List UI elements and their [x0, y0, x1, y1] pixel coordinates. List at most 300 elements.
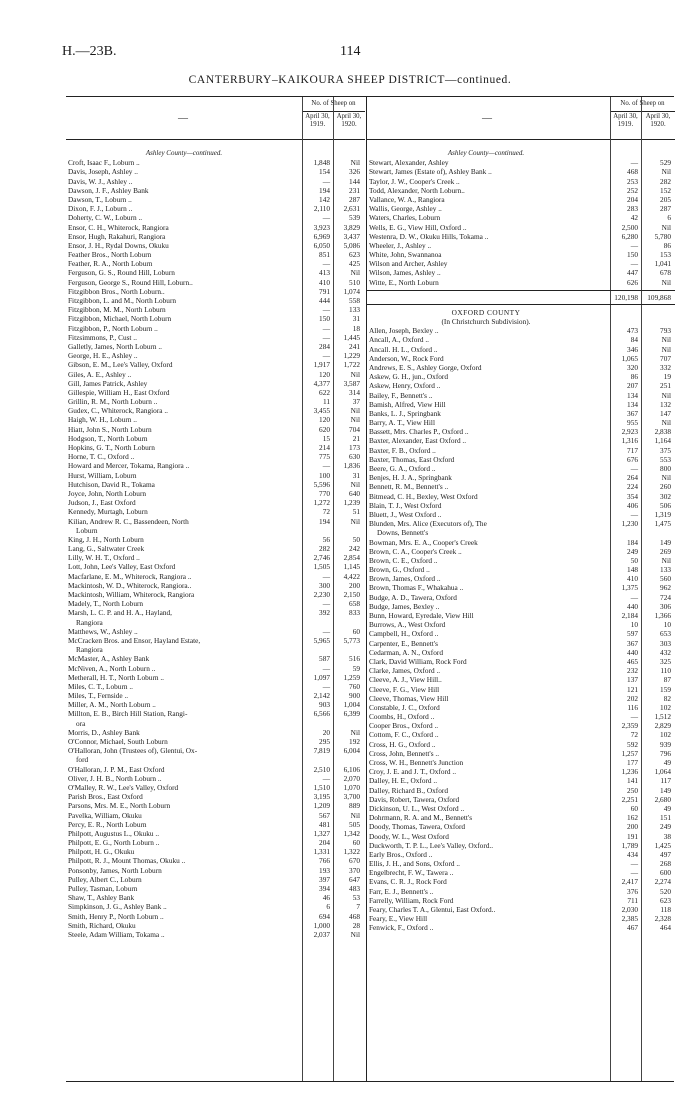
sheep-1919: — [322, 571, 330, 581]
table-row [367, 813, 675, 822]
owner-name: Smith, Richard, Okuku [68, 920, 136, 930]
sheep-1920: 704 [349, 424, 360, 434]
owner-name: Mackintosh, William, Whiterock, Rangiora [68, 590, 195, 599]
table-row [367, 186, 675, 195]
owner-name: Madely, T., North Loburn [68, 599, 144, 609]
sheep-1919: 194 [319, 185, 330, 195]
sheep-1920: 1,836 [343, 461, 360, 471]
sheep-1919: 2,500 [621, 222, 638, 232]
sheep-1919: 444 [319, 296, 330, 305]
sheep-1920: 889 [349, 801, 360, 811]
sheep-1920: 558 [349, 296, 360, 305]
table-row [367, 326, 675, 335]
sheep-1920: 483 [349, 884, 360, 893]
table-row [367, 850, 675, 859]
sheep-1920: 332 [660, 362, 671, 372]
owner-name: Bailey, F., Bennett's .. [369, 390, 433, 400]
sheep-1920: 326 [349, 167, 360, 177]
sheep-1920: Nil [350, 158, 360, 168]
table-row [367, 574, 675, 583]
table-row [367, 241, 675, 250]
owner-name: Parsons, Mrs. M. E., North Loburn [68, 801, 171, 811]
sheep-1919: 50 [630, 555, 638, 565]
table-row [367, 556, 675, 565]
table-row [367, 492, 675, 501]
table-row [66, 737, 365, 746]
sheep-1919: 434 [627, 849, 638, 859]
sheep-1920: 152 [660, 185, 671, 195]
table-row [367, 914, 675, 923]
sheep-1920: Nil [661, 335, 671, 345]
continuation-line [367, 528, 675, 537]
owner-name: Andrews, E. S., Ashley Gorge, Oxford [369, 362, 482, 372]
table-row [367, 602, 675, 611]
sheep-1920: 432 [660, 647, 671, 657]
sheep-1920: 3,437 [343, 231, 360, 241]
sheep-1919: 7,819 [313, 746, 330, 756]
table-row [367, 519, 675, 528]
owner-name: Brown, Thomas F., Whakahua .. [369, 583, 464, 593]
sheep-1920: 1,145 [343, 562, 360, 572]
owner-name: Engelbrecht, F. W., Tawera .. [369, 868, 454, 878]
sheep-1920: 149 [660, 785, 671, 795]
sheep-1920: 31 [352, 470, 360, 480]
sheep-1920: 159 [660, 684, 671, 694]
owner-name: Horne, T. C., Oxford .. [68, 452, 135, 462]
sheep-1919: — [630, 712, 638, 722]
owner-name: Philpott, H. G., Okuku [68, 847, 135, 857]
table-row [66, 434, 365, 443]
table-row [367, 418, 675, 427]
table-row [66, 893, 365, 902]
table-row [66, 930, 365, 939]
owner-name: Duckworth, T. P. L., Lee's Valley, Oxford.. [369, 840, 494, 850]
owner-name: McNiven, A., North Loburn .. [68, 663, 156, 673]
table-row [66, 746, 365, 755]
sheep-1920: 2,070 [343, 773, 360, 783]
owner-name: Feather Bros., North Loburn [68, 250, 152, 260]
table-row [66, 425, 365, 434]
table-row [66, 792, 365, 801]
sheep-1919: 1,510 [313, 782, 330, 792]
table-row [66, 443, 365, 452]
sheep-1919: 11 [322, 397, 330, 407]
table-row [367, 905, 675, 914]
table-row [367, 213, 675, 222]
owner-name: Pulley, Tasman, Loburn [68, 884, 138, 893]
sheep-1920: 37 [352, 397, 360, 407]
sheep-1919: 300 [319, 580, 330, 590]
sheep-1919: 148 [627, 565, 638, 575]
sheep-1919: 204 [319, 838, 330, 848]
sheep-1919: 134 [627, 390, 638, 400]
sheep-1920: 287 [660, 204, 671, 214]
sheep-1919: 1,000 [313, 920, 330, 930]
table-row [66, 351, 365, 360]
table-row [66, 415, 365, 424]
owner-name: Davis, W. J., Ashley .. [68, 176, 133, 186]
owner-name: Baxter, Thomas, East Oxford [369, 454, 455, 464]
owner-name: Bamish, Alfred, View Hill [369, 399, 446, 409]
sheep-1919: 1,375 [621, 583, 638, 593]
table-row [66, 581, 365, 590]
sheep-1920: 82 [663, 693, 671, 703]
owner-name: (In Christchurch Subdivision). [441, 317, 531, 326]
sheep-1919: 626 [627, 277, 638, 287]
sheep-1919: 6,280 [621, 231, 638, 241]
owner-name: Baxter, Alexander, East Oxford .. [369, 436, 467, 446]
owner-name: Carpenter, E., Bennett's [369, 638, 438, 648]
sheep-1919: 1,316 [621, 436, 638, 446]
sheep-1920: 510 [349, 277, 360, 287]
sheep-1920: 287 [349, 194, 360, 204]
owner-name: Shaw, T., Ashley Bank [68, 893, 135, 903]
sheep-1920: 325 [660, 656, 671, 666]
owner-name: Dixon, F. J., Loburn .. [68, 204, 133, 214]
owner-name: Wheeler, J., Ashley .. [369, 240, 432, 250]
owner-name: Croft, Isaac F., Loburn .. [68, 158, 140, 168]
sheep-1919: 15 [322, 433, 330, 443]
sheep-1920: 231 [349, 185, 360, 195]
owner-name: Ensor, Hugh, Rakahuri, Rangiora [68, 231, 166, 241]
sheep-1920: 109,868 [647, 292, 671, 302]
table-row [367, 158, 675, 167]
sheep-1919: 120 [319, 415, 330, 425]
table-row [66, 912, 365, 921]
sheep-1920: 560 [660, 574, 671, 584]
sheep-1919: 194 [319, 516, 330, 526]
sheep-1919: 191 [627, 831, 638, 841]
owner-name: Bennett, R. M., Bennett's .. [369, 482, 449, 492]
table-row [367, 611, 675, 620]
sheep-1920: 6 [667, 213, 671, 223]
sheep-1919: 2,110 [313, 204, 330, 214]
sheep-1919: 2,142 [313, 691, 330, 701]
sheep-1919: 766 [319, 856, 330, 866]
sheep-1919: 264 [627, 473, 638, 483]
owner-name: Hodgson, T., North Loburn [68, 433, 148, 443]
subdivision-note [367, 317, 675, 326]
owner-name: Philpott, E. G., North Loburn .. [68, 838, 160, 848]
left-rows [66, 149, 365, 939]
sheep-1919: 2,510 [313, 764, 330, 774]
continuation-line [66, 645, 365, 654]
table-row [367, 593, 675, 602]
table-row [367, 648, 675, 657]
sheep-1920: Nil [350, 479, 360, 489]
owner-name: ora [76, 718, 86, 728]
sheep-1920: 4,422 [343, 571, 360, 581]
owner-name: Brown, C. A., Cooper's Creek .. [369, 546, 462, 556]
owner-name: Fitzgibbon, L. and M., North Loburn [68, 296, 177, 305]
sheep-1919: 200 [627, 822, 638, 832]
owner-name: Simpkinson, J. G., Ashley Bank .. [68, 902, 167, 912]
owner-name: Askew, G. H., jun., Oxford [369, 372, 448, 382]
table-row [66, 765, 365, 774]
table-row [66, 489, 365, 498]
owner-name: Cooper Bros., Oxford .. [369, 721, 439, 731]
sheep-1920: 1,070 [343, 782, 360, 792]
table-row [66, 838, 365, 847]
sheep-1920: 282 [660, 176, 671, 186]
sheep-1919: 184 [627, 537, 638, 547]
sheep-1920: 86 [663, 240, 671, 250]
owner-name: Kennedy, Murtagh, Loburn [68, 507, 148, 517]
sheep-1919: — [630, 158, 638, 168]
sheep-1919: 204 [627, 194, 638, 204]
table-row [66, 544, 365, 553]
sheep-1920: 87 [663, 675, 671, 685]
sheep-1920: 102 [660, 730, 671, 740]
sheep-1920: 10 [663, 620, 671, 630]
sheep-1920: 3,587 [343, 378, 360, 388]
sheep-1919: 1,848 [313, 158, 330, 168]
sheep-1919: 284 [319, 341, 330, 351]
table-row [367, 427, 675, 436]
owner-name: Bowman, Mrs. E. A., Cooper's Creek [369, 537, 478, 547]
sheep-1920: 1,342 [343, 828, 360, 838]
sheep-1919: — [630, 240, 638, 250]
sheep-1920: Nil [350, 406, 360, 416]
sheep-1919: — [322, 351, 330, 361]
owner-name: Blunden, Mrs. Alice (Executors of), The [369, 519, 487, 529]
sheep-1919: 622 [319, 387, 330, 397]
sheep-1919: 397 [319, 874, 330, 884]
sheep-1919: 177 [627, 758, 638, 767]
sheep-1920: Nil [661, 222, 671, 232]
sheep-1919: — [322, 626, 330, 636]
owner-name: Ancall. H. L., Oxford .. [369, 344, 438, 354]
owner-name: McMaster, A., Ashley Bank [68, 654, 150, 664]
header-dash: — [482, 113, 492, 124]
table-row [367, 363, 675, 372]
owner-name: Joyce, John, North Loburn [68, 488, 147, 498]
sheep-1920: 50 [352, 534, 360, 544]
sheep-1919: 2,417 [621, 877, 638, 887]
sheep-1919: 134 [627, 399, 638, 409]
table-row [367, 786, 675, 795]
table-row [66, 562, 365, 571]
sheep-1919: 354 [627, 491, 638, 501]
owner-name: Dawson, T., Loburn .. [68, 194, 132, 204]
sheep-1919: 2,037 [313, 929, 330, 939]
sheep-1919: 72 [630, 730, 638, 740]
total-row [367, 290, 675, 305]
sheep-1919: 770 [319, 488, 330, 498]
sheep-1919: 717 [627, 445, 638, 455]
sheep-1920: 173 [349, 443, 360, 452]
sheep-1920: Nil [350, 929, 360, 939]
sheep-1920: 132 [660, 399, 671, 409]
owner-name: O'Halloran, J. P. M., East Oxford [68, 764, 165, 774]
sheep-1919: 42 [630, 213, 638, 223]
sheep-1919: 1,209 [313, 801, 330, 811]
sheep-1919: 2,030 [621, 905, 638, 914]
sheep-1920: 1,322 [343, 847, 360, 857]
sheep-1919: 214 [319, 443, 330, 452]
sheep-1920: 1,319 [654, 509, 671, 519]
table-row [66, 884, 365, 893]
table-row [66, 709, 365, 718]
sheep-1919: 232 [627, 666, 638, 676]
sheep-1919: 100 [319, 470, 330, 480]
sheep-1920: 800 [660, 464, 671, 473]
table-row [66, 801, 365, 810]
table-row [367, 501, 675, 510]
owner-name: Fitzgibbon Bros., North Loburn.. [68, 286, 165, 296]
sheep-1920: 760 [349, 681, 360, 691]
table-row [367, 685, 675, 694]
sheep-1920: 1,239 [343, 498, 360, 508]
table-row [66, 847, 365, 856]
owner-name: Cedarman, A. N., Oxford [369, 647, 443, 657]
table-row [66, 296, 365, 305]
owner-name: Ensor, J. H., Rydal Downs, Okuku [68, 240, 169, 250]
header-dash: — [178, 113, 188, 124]
sheep-1920: 516 [349, 654, 360, 664]
sheep-1920: 302 [660, 491, 671, 501]
table-row [367, 887, 675, 896]
owner-name: Banks, L. J., Springbank [369, 408, 441, 418]
sheep-1920: 1,366 [654, 611, 671, 620]
table-row [66, 682, 365, 691]
table-row [66, 856, 365, 865]
table-row [367, 381, 675, 390]
sheep-1920: 19 [663, 372, 671, 382]
table-row [367, 620, 675, 629]
sheep-1920: 1,164 [654, 436, 671, 446]
owner-name: Clark, David William, Rock Ford [369, 656, 467, 666]
left-table-header [66, 97, 365, 140]
sheep-1919: 465 [627, 656, 638, 666]
sheep-1920: 1,475 [654, 519, 671, 529]
sheep-1920: 5,086 [343, 240, 360, 250]
sheep-1919: 1,789 [621, 840, 638, 850]
sheep-1919: 253 [627, 176, 638, 186]
sheep-1919: 295 [319, 737, 330, 746]
table-row [367, 259, 675, 268]
sheep-1920: 1,041 [654, 259, 671, 269]
table-row [66, 213, 365, 222]
sheep-1920: 118 [660, 905, 671, 914]
owner-name: Hiatt, John S., North Loburn [68, 424, 152, 434]
table-row [367, 629, 675, 638]
table-row [66, 324, 365, 333]
owner-name: Giles, A. E., Ashley .. [68, 369, 132, 379]
continuation-line [66, 719, 365, 728]
sheep-1919: 3,195 [313, 792, 330, 802]
sheep-1920: 31 [352, 314, 360, 324]
sheep-1919: 154 [319, 167, 330, 177]
owner-name: Stewart, Alexander, Ashley [369, 158, 449, 168]
owner-name: Philpott, Augustus L., Okuku .. [68, 828, 160, 838]
sheep-1920: 303 [660, 638, 671, 648]
table-row [367, 666, 675, 675]
owner-name: Cross, W. H., Bennett's Junction [369, 758, 464, 767]
continuation-line [66, 526, 365, 535]
table-row [367, 767, 675, 776]
sheep-1919: 447 [627, 268, 638, 278]
owner-name: Davis, Robert, Tawera, Oxford [369, 794, 460, 804]
table-row [367, 268, 675, 277]
table-row [66, 535, 365, 544]
sheep-1919: 406 [627, 500, 638, 510]
table-row [66, 774, 365, 783]
table-row [367, 335, 675, 344]
sheep-1919: 2,923 [621, 427, 638, 437]
owner-name: Ashley County—continued. [447, 149, 525, 157]
owner-name: Cleeve, F. G., View Hill [369, 684, 440, 694]
sheep-1919: 394 [319, 884, 330, 893]
table-row [367, 877, 675, 886]
sheep-1920: 60 [352, 838, 360, 848]
sheep-1919: 676 [627, 454, 638, 464]
table-row [66, 664, 365, 673]
owner-name: Bassett, Mrs. Charles P., Oxford .. [369, 427, 469, 437]
sheep-1919: 193 [319, 865, 330, 875]
owner-name: O'Halloran, John (Trustees of), Glentui, Ox- [68, 746, 198, 756]
owner-name: Anderson, W., Rock Ford [369, 353, 444, 363]
sheep-1920: 623 [660, 895, 671, 905]
sheep-1919: — [630, 509, 638, 519]
owner-name: Brown, C. E., Oxford .. [369, 555, 438, 565]
sheep-1920: Nil [661, 344, 671, 354]
owner-name: Blain, T. J., West Oxford [369, 500, 442, 510]
owner-name: Davis, Joseph, Ashley .. [68, 167, 138, 177]
sheep-1920: 724 [660, 592, 671, 602]
sheep-1919: 137 [627, 675, 638, 685]
owner-name: Feary, Charles T. A., Glentui, East Oxford.. [369, 905, 496, 914]
table-row [367, 583, 675, 592]
sheep-1920: 2,829 [654, 721, 671, 731]
sheep-1920: 630 [349, 452, 360, 462]
owner-name: Percy, E. R., North Loburn [68, 819, 147, 829]
owner-name: Rangiora [76, 645, 103, 655]
owner-name: Ensor, C. H., Whiterock, Rangiora [68, 222, 169, 232]
sheep-1920: 251 [660, 381, 671, 391]
owner-name: OXFORD COUNTY [451, 307, 521, 317]
sheep-1919: 1,065 [621, 353, 638, 363]
sheep-1920: 539 [349, 213, 360, 223]
sheep-1919: — [322, 599, 330, 609]
table-row [66, 921, 365, 930]
table-row [66, 599, 365, 608]
table-row [66, 811, 365, 820]
sheep-1919: 468 [627, 167, 638, 177]
table-row [66, 370, 365, 379]
table-row [66, 783, 365, 792]
table-row [66, 186, 365, 195]
table-row [66, 268, 365, 277]
sheep-1919: 2,385 [621, 914, 638, 924]
owner-name: Clarke, James, Oxford .. [369, 666, 441, 676]
owner-name: Budge, A. D., Tawera, Oxford [369, 592, 457, 602]
table-row [66, 498, 365, 507]
table-row [367, 740, 675, 749]
page-number: 114 [340, 44, 361, 59]
owner-name: Wilson and Archer, Ashley [369, 259, 448, 269]
table-row [66, 397, 365, 406]
sheep-1920: 2,631 [343, 204, 360, 214]
owner-name: Parish Bros., East Oxford [68, 792, 143, 802]
sheep-1920: 60 [352, 626, 360, 636]
sheep-1920: 6,004 [343, 746, 360, 756]
sheep-1919: — [322, 323, 330, 333]
table-row [66, 305, 365, 314]
sheep-1919: 903 [319, 700, 330, 710]
table-row [367, 446, 675, 455]
owner-name: Doherty, C. W., Loburn .. [68, 213, 143, 223]
